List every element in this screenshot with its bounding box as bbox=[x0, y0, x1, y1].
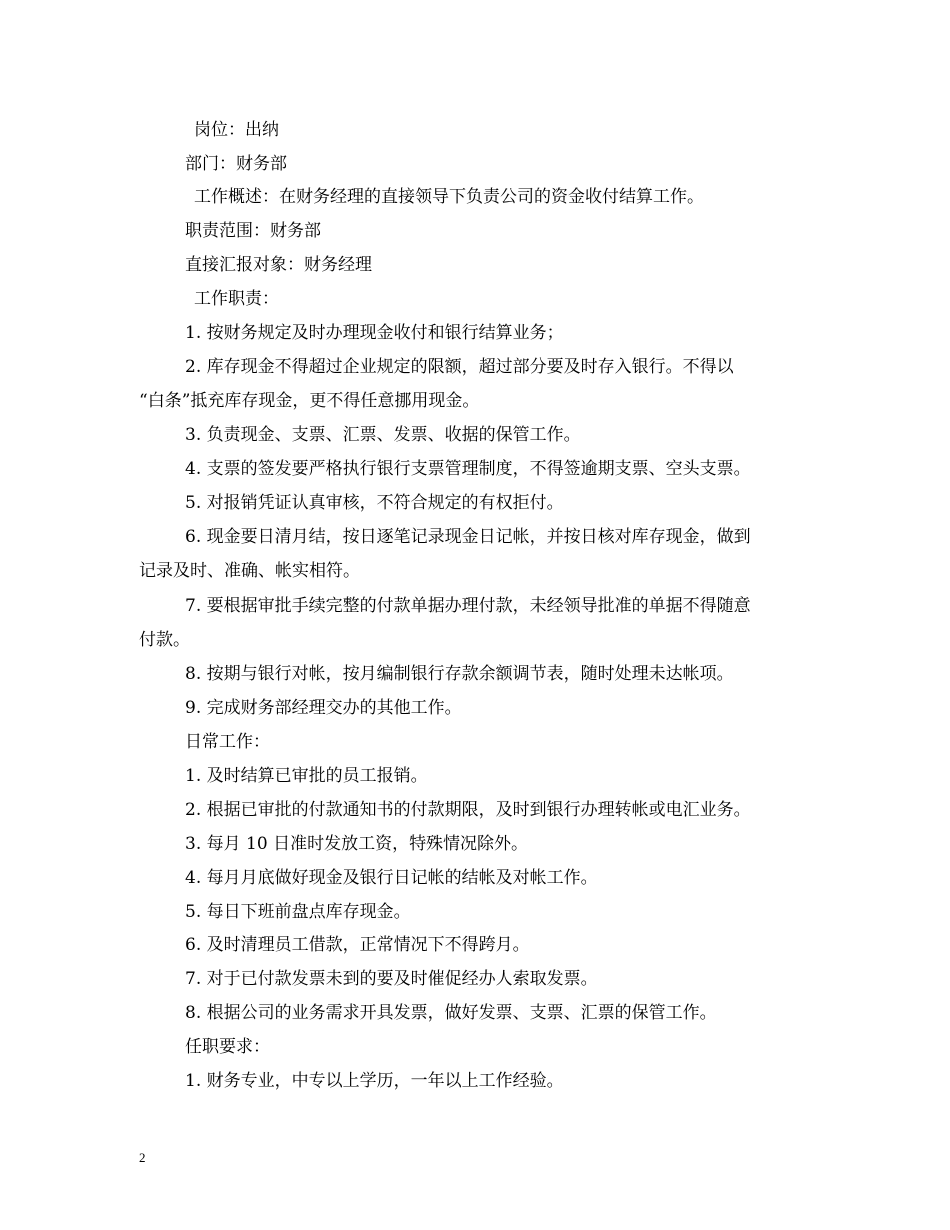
duty-item-2-line-2: “白条”抵充库存现金，更不得任意挪用现金。 bbox=[139, 391, 480, 411]
duty-item-8: 8. 按期与银行对帐，按月编制银行存款余额调节表，随时处理未达帐项。 bbox=[185, 664, 734, 684]
duty-item-6-line-2: 记录及时、准确、帐实相符。 bbox=[139, 561, 360, 581]
duty-item-4: 4. 支票的签发要严格执行银行支票管理制度，不得签逾期支票、空头支票。 bbox=[185, 459, 751, 479]
duty-item-6-line-1: 6. 现金要日清月结，按日逐笔记录现金日记帐，并按日核对库存现金，做到 bbox=[185, 527, 751, 547]
position-line: 岗位：出纳 bbox=[194, 120, 279, 140]
duty-item-1: 1. 按财务规定及时办理现金收付和银行结算业务； bbox=[185, 323, 564, 343]
daily-item-3: 3. 每月 10 日准时发放工资，特殊情况除外。 bbox=[185, 834, 529, 854]
daily-item-1: 1. 及时结算已审批的员工报销。 bbox=[185, 766, 428, 786]
duties-heading: 工作职责： bbox=[194, 289, 279, 309]
duty-item-9: 9. 完成财务部经理交办的其他工作。 bbox=[185, 698, 462, 718]
daily-item-5: 5. 每日下班前盘点库存现金。 bbox=[185, 902, 411, 922]
daily-item-7: 7. 对于已付款发票未到的要及时催促经办人索取发票。 bbox=[185, 969, 598, 989]
page-number: 2 bbox=[139, 1150, 146, 1165]
department-line: 部门：财务部 bbox=[185, 154, 287, 174]
duty-item-7-line-2: 付款。 bbox=[139, 630, 190, 650]
overview-line: 工作概述：在财务经理的直接领导下负责公司的资金收付结算工作。 bbox=[194, 187, 704, 207]
scope-line: 职责范围：财务部 bbox=[185, 221, 321, 241]
daily-item-4: 4. 每月月底做好现金及银行日记帐的结帐及对帐工作。 bbox=[185, 868, 598, 888]
daily-item-2: 2. 根据已审批的付款通知书的付款期限，及时到银行办理转帐或电汇业务。 bbox=[185, 800, 751, 820]
report-to-line: 直接汇报对象：财务经理 bbox=[185, 255, 372, 275]
daily-item-8: 8. 根据公司的业务需求开具发票，做好发票、支票、汇票的保管工作。 bbox=[185, 1003, 717, 1023]
duty-item-3: 3. 负责现金、支票、汇票、发票、收据的保管工作。 bbox=[185, 425, 581, 445]
daily-heading: 日常工作： bbox=[185, 732, 270, 752]
duty-item-2-line-1: 2. 库存现金不得超过企业规定的限额，超过部分要及时存入银行。不得以 bbox=[185, 357, 734, 377]
requirement-item-1: 1. 财务专业，中专以上学历，一年以上工作经验。 bbox=[185, 1071, 564, 1091]
requirements-heading: 任职要求： bbox=[185, 1037, 270, 1057]
duty-item-5: 5. 对报销凭证认真审核，不符合规定的有权拒付。 bbox=[185, 493, 564, 513]
daily-item-6: 6. 及时清理员工借款，正常情况下不得跨月。 bbox=[185, 935, 530, 955]
duty-item-7-line-1: 7. 要根据审批手续完整的付款单据办理付款，未经领导批准的单据不得随意 bbox=[185, 596, 751, 616]
